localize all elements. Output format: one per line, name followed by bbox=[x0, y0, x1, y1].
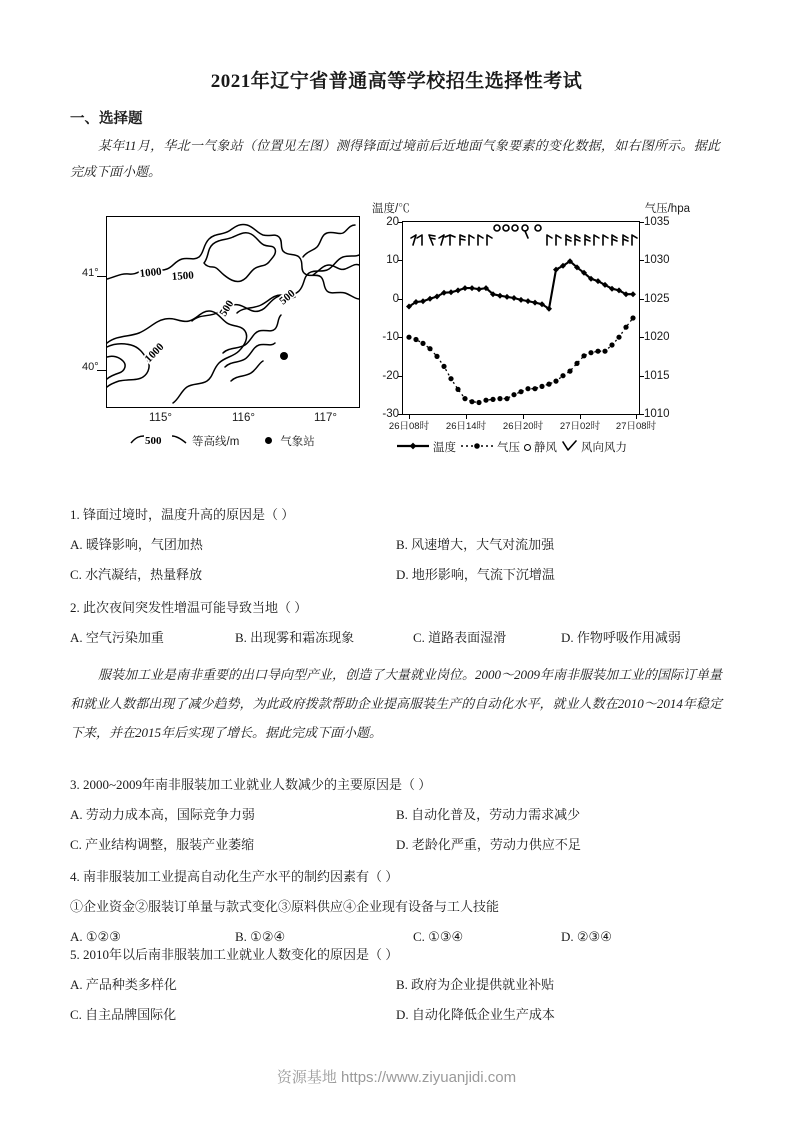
ytick-left-3: -10 bbox=[382, 331, 399, 344]
pressure-markers bbox=[406, 315, 635, 405]
question-4 bbox=[70, 862, 722, 952]
question-5-text: 2010年以后南非服装加工业就业人数变化的原因是（ ） bbox=[83, 947, 399, 962]
contour-legend-label: 等高线/m bbox=[192, 435, 240, 448]
option-1-B-key: B. bbox=[396, 537, 408, 552]
option-3-B-key: B. bbox=[396, 807, 408, 822]
tickmark-right-2 bbox=[639, 299, 644, 300]
contour-symbol-icon bbox=[130, 432, 188, 449]
temperature-line-icon bbox=[396, 441, 430, 454]
option-1-D[interactable] bbox=[396, 560, 722, 590]
option-5-A-text: 产品种类多样化 bbox=[85, 977, 177, 992]
option-5-C[interactable] bbox=[70, 1000, 396, 1030]
question-4-text: 南非服装加工业提高自动化生产水平的制约因素有（ ） bbox=[83, 869, 399, 884]
option-4-A-key: A. bbox=[70, 929, 83, 944]
legend-entry-pressure bbox=[460, 439, 520, 455]
svg-text:1000: 1000 bbox=[139, 265, 163, 280]
option-3-D-text: 老龄化严重，劳动力供应不足 bbox=[411, 837, 581, 852]
legend-label-wind: 风向风力 bbox=[581, 442, 627, 454]
option-1-B-text: 风速增大，大气对流加强 bbox=[411, 537, 555, 552]
xtick-0: 26日08时 bbox=[388, 421, 430, 432]
question-1-number: 1. bbox=[70, 507, 80, 522]
legend-entry-temperature bbox=[396, 439, 456, 455]
map-legend bbox=[130, 432, 315, 449]
tickmark-right-0 bbox=[639, 222, 644, 223]
option-2-A-text: 空气污染加重 bbox=[85, 630, 164, 645]
question-3 bbox=[70, 770, 722, 860]
site-watermark: 资源基地 https://www.ziyuanjidi.com bbox=[276, 1069, 517, 1086]
ytick-left-2: 0 bbox=[392, 292, 399, 305]
option-4-A-text: ①②③ bbox=[85, 929, 121, 944]
option-5-C-text: 自主品牌国际化 bbox=[85, 1007, 177, 1022]
option-2-A-key: A. bbox=[70, 630, 83, 645]
option-3-C-key: C. bbox=[70, 837, 82, 852]
ytick-right-4: 1015 bbox=[644, 369, 670, 382]
tickmark-right-4 bbox=[639, 376, 644, 377]
option-1-D-text: 地形影响，气流下沉增温 bbox=[411, 567, 555, 582]
option-4-B-key: B. bbox=[235, 929, 247, 944]
svg-text:1500: 1500 bbox=[171, 269, 195, 283]
option-3-A-text: 劳动力成本高，国际竞争力弱 bbox=[85, 807, 255, 822]
tickmark-right-5 bbox=[639, 414, 644, 415]
svg-text:1000: 1000 bbox=[142, 340, 167, 366]
svg-text:500: 500 bbox=[145, 435, 162, 446]
option-2-C[interactable] bbox=[413, 623, 561, 653]
option-5-D[interactable] bbox=[396, 1000, 722, 1030]
option-2-B-text: 出现雾和霜冻现象 bbox=[250, 630, 355, 645]
section-heading: 一、选择题 bbox=[70, 111, 143, 127]
option-2-D-key: D. bbox=[561, 630, 574, 645]
option-5-B-key: B. bbox=[396, 977, 408, 992]
question-1 bbox=[70, 500, 722, 590]
option-3-B-text: 自动化普及，劳动力需求减少 bbox=[411, 807, 581, 822]
option-3-C[interactable] bbox=[70, 830, 396, 860]
option-2-B[interactable] bbox=[235, 623, 413, 653]
passage-2 bbox=[70, 660, 722, 747]
option-5-A[interactable] bbox=[70, 970, 396, 1000]
option-1-C[interactable] bbox=[70, 560, 396, 590]
weather-station-marker bbox=[280, 352, 288, 360]
ytick-left-1: 10 bbox=[386, 254, 399, 267]
svg-text:500: 500 bbox=[217, 298, 237, 319]
contour-lines-svg bbox=[107, 217, 359, 407]
intro-paragraph: 某年11月，华北一气象站（位置见左图）测得锋面过境前后近地面气象要素的变化数据，如右图所示。据此完成下面小题。 bbox=[70, 138, 720, 179]
question-2 bbox=[70, 593, 722, 653]
pressure-line-icon bbox=[460, 441, 494, 454]
option-5-D-text: 自动化降低企业生产成本 bbox=[411, 1007, 555, 1022]
figures-row bbox=[0, 196, 793, 472]
longitude-label-116: 116° bbox=[232, 412, 255, 424]
option-2-B-key: B. bbox=[235, 630, 247, 645]
option-4-D-text: ②③④ bbox=[576, 929, 612, 944]
passage-2-text: 服装加工业是南非重要的出口导向型产业，创造了大量就业岗位。2000～2009年南非服装加工业的国际订单量和就业人数都出现了减少趋势，为此政府拨款帮助企业提高服装生产的自动化水平，就业人数在2010～2014年稳定下来，并在2015年后实现了增长。据此完成下面小题。 bbox=[70, 667, 723, 740]
question-2-options-row bbox=[70, 623, 722, 653]
option-5-B[interactable] bbox=[396, 970, 722, 1000]
chart-plot-area bbox=[382, 216, 670, 432]
xtick-1: 26日14时 bbox=[445, 421, 487, 432]
option-3-A[interactable] bbox=[70, 800, 396, 830]
question-5 bbox=[70, 940, 722, 1030]
ytick-right-0: 1035 bbox=[644, 216, 670, 228]
option-1-B[interactable] bbox=[396, 530, 722, 560]
option-2-C-key: C. bbox=[413, 630, 425, 645]
option-4-C-text: ①③④ bbox=[428, 929, 464, 944]
option-3-A-key: A. bbox=[70, 807, 83, 822]
question-4-subitems: ①企业资金②服装订单量与款式变化③原料供应④企业现有设备与工人技能 bbox=[70, 899, 500, 914]
ytick-right-3: 1020 bbox=[644, 331, 670, 344]
question-4-number: 4. bbox=[70, 869, 80, 884]
calm-wind-icon bbox=[524, 444, 531, 451]
option-3-C-text: 产业结构调整，服装产业萎缩 bbox=[85, 837, 255, 852]
question-1-options-row-2 bbox=[70, 560, 722, 590]
option-5-C-key: C. bbox=[70, 1007, 82, 1022]
map-frame bbox=[106, 216, 360, 408]
longitude-label-117: 117° bbox=[314, 412, 337, 424]
ytick-right-2: 1025 bbox=[644, 292, 670, 305]
weather-chart-figure bbox=[372, 196, 692, 472]
tickmark-left-5 bbox=[398, 414, 403, 415]
ytick-left-5: -30 bbox=[382, 408, 399, 420]
option-1-A-text: 暖锋影响，气团加热 bbox=[85, 537, 203, 552]
latitude-label-41: 41° bbox=[82, 267, 99, 279]
station-symbol-icon bbox=[265, 437, 272, 444]
question-1-options-row-1 bbox=[70, 530, 722, 560]
wind-barb-icon bbox=[561, 440, 578, 455]
question-3-number: 3. bbox=[70, 777, 80, 792]
option-1-C-text: 水汽凝结，热量释放 bbox=[85, 567, 203, 582]
question-5-number: 5. bbox=[70, 947, 80, 962]
chart-legend bbox=[396, 439, 668, 455]
option-4-C-key: C. bbox=[413, 929, 425, 944]
option-2-C-text: 道路表面湿滑 bbox=[428, 630, 507, 645]
contour-map-figure bbox=[82, 210, 376, 460]
latitude-tick-40 bbox=[97, 370, 106, 371]
chart-ylabel-left: 温度/℃ bbox=[372, 203, 410, 215]
question-2-stem bbox=[70, 593, 722, 623]
option-5-A-key: A. bbox=[70, 977, 83, 992]
latitude-tick-41 bbox=[97, 276, 106, 277]
wind-barb-row bbox=[411, 225, 637, 245]
legend-label-temperature: 温度 bbox=[433, 442, 456, 454]
option-3-D-key: D. bbox=[396, 837, 409, 852]
question-3-text: 2000~2009年南非服装加工业就业人数减少的主要原因是（ ） bbox=[83, 777, 432, 792]
ytick-left-0: 20 bbox=[386, 216, 399, 228]
option-4-B-text: ①②④ bbox=[250, 929, 286, 944]
ytick-left-4: -20 bbox=[382, 369, 399, 382]
question-5-stem bbox=[70, 940, 722, 970]
question-5-options-row-2 bbox=[70, 1000, 722, 1030]
question-5-options-row-1 bbox=[70, 970, 722, 1000]
tickmark-right-1 bbox=[639, 260, 644, 261]
xtick-4: 27日08时 bbox=[615, 421, 657, 432]
legend-entry-calm bbox=[524, 439, 557, 455]
option-5-D-key: D. bbox=[396, 1007, 409, 1022]
question-3-stem bbox=[70, 770, 722, 800]
ytick-right-1: 1030 bbox=[644, 254, 670, 267]
option-3-B[interactable] bbox=[396, 800, 722, 830]
station-legend-label: 气象站 bbox=[280, 435, 315, 448]
option-5-B-text: 政府为企业提供就业补贴 bbox=[411, 977, 555, 992]
option-1-D-key: D. bbox=[396, 567, 409, 582]
chart-series-svg bbox=[403, 222, 639, 414]
option-1-A-key: A. bbox=[70, 537, 83, 552]
question-3-options-row-2 bbox=[70, 830, 722, 860]
svg-text:500: 500 bbox=[277, 287, 298, 308]
latitude-label-40: 40° bbox=[82, 361, 99, 373]
option-4-D-key: D. bbox=[561, 929, 574, 944]
chart-ylabel-right: 气压/hpa bbox=[644, 203, 690, 215]
question-2-number: 2. bbox=[70, 600, 80, 615]
longitude-label-115: 115° bbox=[149, 412, 172, 424]
option-3-D[interactable] bbox=[396, 830, 722, 860]
legend-label-calm: 静风 bbox=[534, 442, 557, 454]
option-2-A[interactable] bbox=[70, 623, 235, 653]
xtick-3: 27日02时 bbox=[559, 421, 601, 432]
page-title: 2021年辽宁省普通高等学校招生选择性考试 bbox=[210, 71, 583, 92]
tickmark-right-3 bbox=[639, 337, 644, 338]
temperature-markers bbox=[406, 258, 636, 312]
question-4-stem bbox=[70, 862, 722, 892]
option-1-A[interactable] bbox=[70, 530, 396, 560]
xtick-2: 26日20时 bbox=[502, 421, 544, 432]
option-1-C-key: C. bbox=[70, 567, 82, 582]
question-1-stem bbox=[70, 500, 722, 530]
option-2-D-text: 作物呼吸作用减弱 bbox=[576, 630, 681, 645]
question-2-text: 此次夜间突发性增温可能导致当地（ ） bbox=[83, 600, 308, 615]
option-2-D[interactable] bbox=[561, 623, 681, 653]
legend-label-pressure: 气压 bbox=[497, 442, 520, 454]
legend-entry-wind bbox=[561, 439, 627, 455]
ytick-right-5: 1010 bbox=[644, 408, 670, 420]
question-3-options-row-1 bbox=[70, 800, 722, 830]
question-1-text: 锋面过境时，温度升高的原因是（ ） bbox=[83, 507, 295, 522]
